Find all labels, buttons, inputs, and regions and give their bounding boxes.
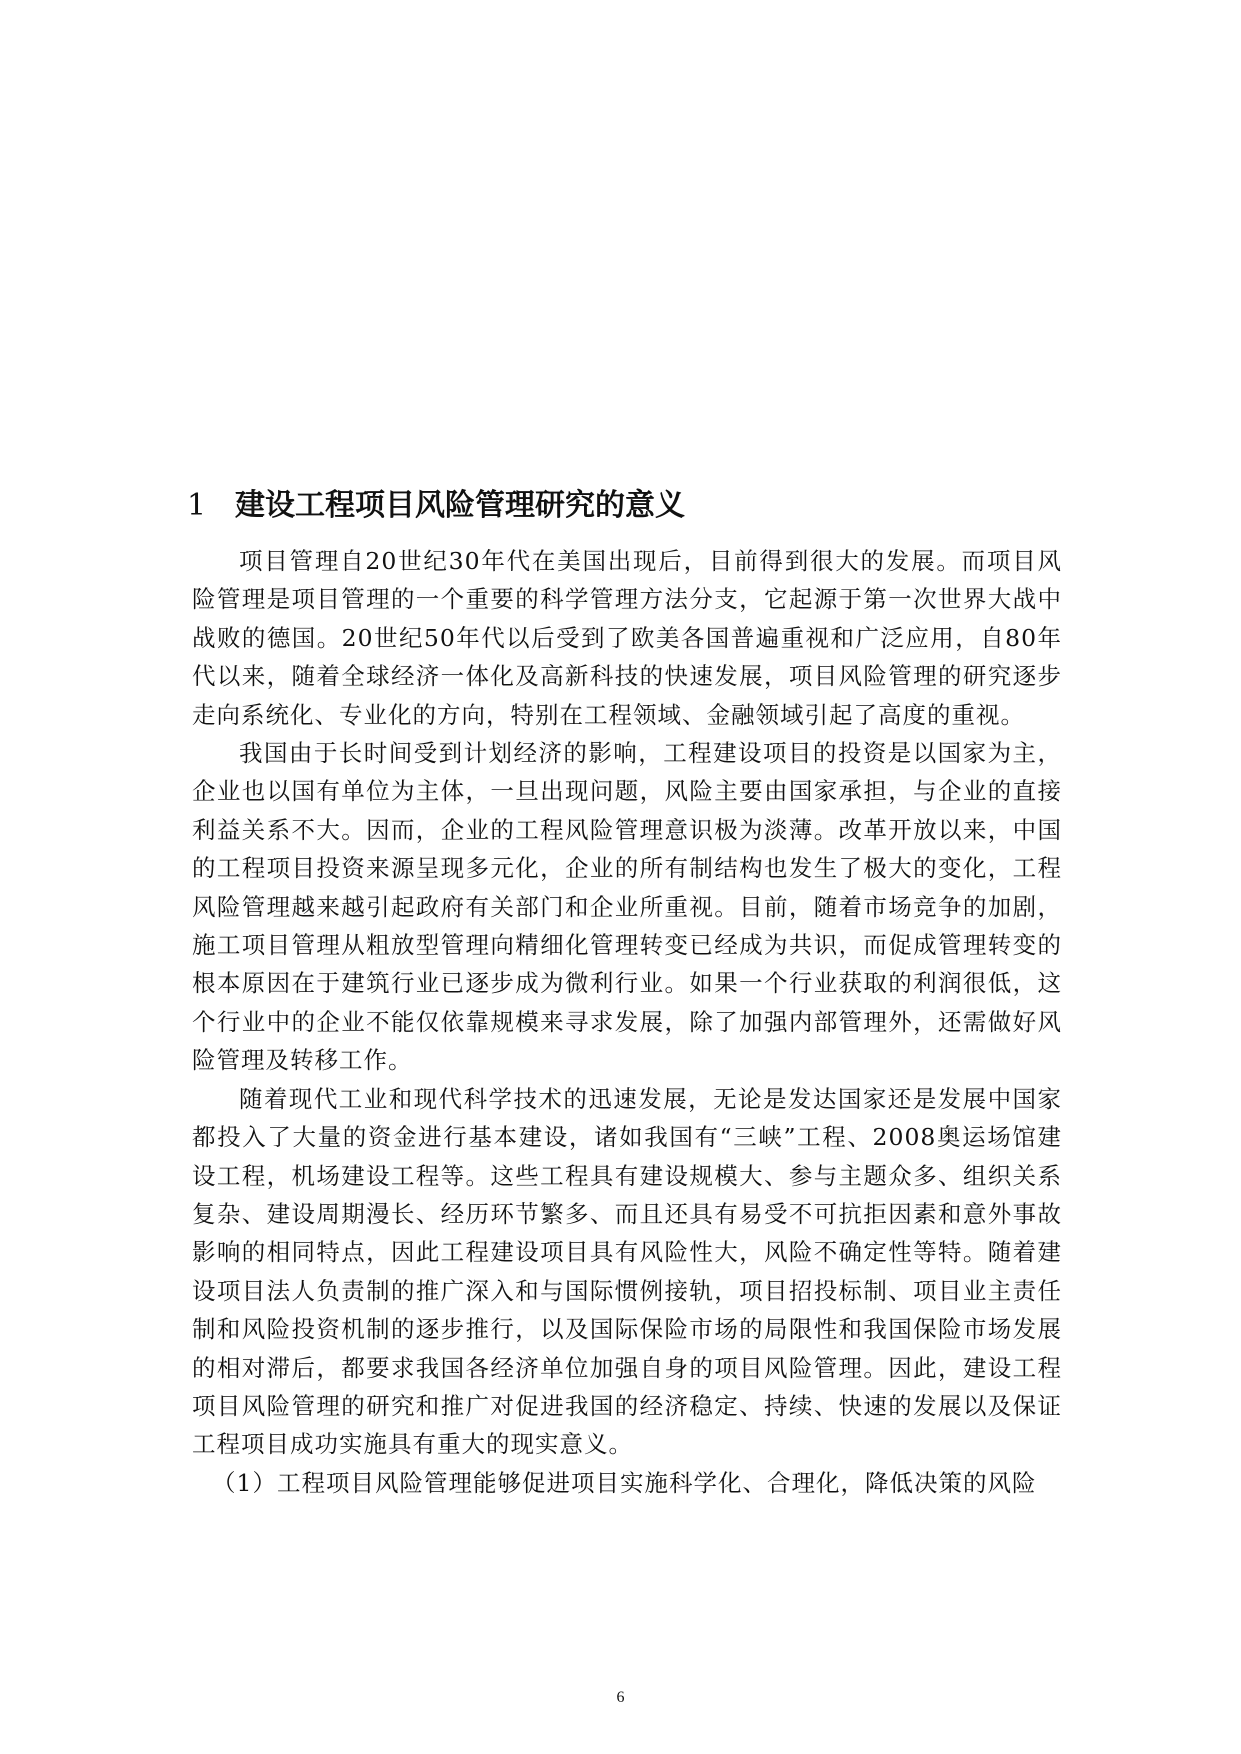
body-text <box>192 542 1062 1502</box>
paragraph-1: 项目管理自20世纪30年代在美国出现后，目前得到很大的发展。而项目风险管理是项目管理的一个重要的科学管理方法分支，它起源于第一次世界大战中战败的德国。20世纪50年代以后受到了欧美各国普遍重视和广泛应用，自80年代以来，随着全球经济一体化及高新科技的快速发展，项目风险管理的研究逐步走向系统化、专业化的方向，特别在工程领域、金融领域引起了高度的重视。 <box>192 547 1062 729</box>
section-title: 建设工程项目风险管理研究的意义 <box>235 488 685 523</box>
section-heading <box>187 486 1067 526</box>
paragraph-2: 我国由于长时间受到计划经济的影响，工程建设项目的投资是以国家为主，企业也以国有单位为主体，一旦出现问题，风险主要由国家承担，与企业的直接利益关系不大。因而，企业的工程风险管理意识极为淡薄。改革开放以来，中国的工程项目投资来源呈现多元化，企业的所有制结构也发生了极大的变化，工程风险管理越来越引起政府有关部门和企业所重视。目前，随着市场竞争的加剧，施工项目管理从粗放型管理向精细化管理转变已经成为共识，而促成管理转变的根本原因在于建筑行业已逐步成为微利行业。如果一个行业获取的利润很低，这个行业中的企业不能仅依靠规模来寻求发展，除了加强内部管理外，还需做好风险管理及转移工作。 <box>192 739 1062 1075</box>
paragraph-3: 随着现代工业和现代科学技术的迅速发展，无论是发达国家还是发展中国家都投入了大量的资金进行基本建设，诸如我国有“三峡”工程、2008奥运场馆建设工程，机场建设工程等。这些工程具有建设规模大、参与主题众多、组织关系复杂、建设周期漫长、经历环节繁多、而且还具有易受不可抗拒因素和意外事故影响的相同特点，因此工程建设项目具有风险性大，风险不确定性等特。随着建设项目法人负责制的推广深入和与国际惯例接轨，项目招投标制、项目业主责任制和风险投资机制的逐步推行，以及国际保险市场的局限性和我国保险市场发展的相对滞后，都要求我国各经济单位加强自身的项目风险管理。因此，建设工程项目风险管理的研究和推广对促进我国的经济稳定、持续、快速的发展以及保证工程项目成功实施具有重大的现实意义。 <box>192 1084 1062 1459</box>
page-number: 6 <box>616 1689 625 1706</box>
section-number: 1 <box>187 488 207 523</box>
list-item-1: （1）工程项目风险管理能够促进项目实施科学化、合理化，降低决策的风险 <box>212 1468 1037 1497</box>
